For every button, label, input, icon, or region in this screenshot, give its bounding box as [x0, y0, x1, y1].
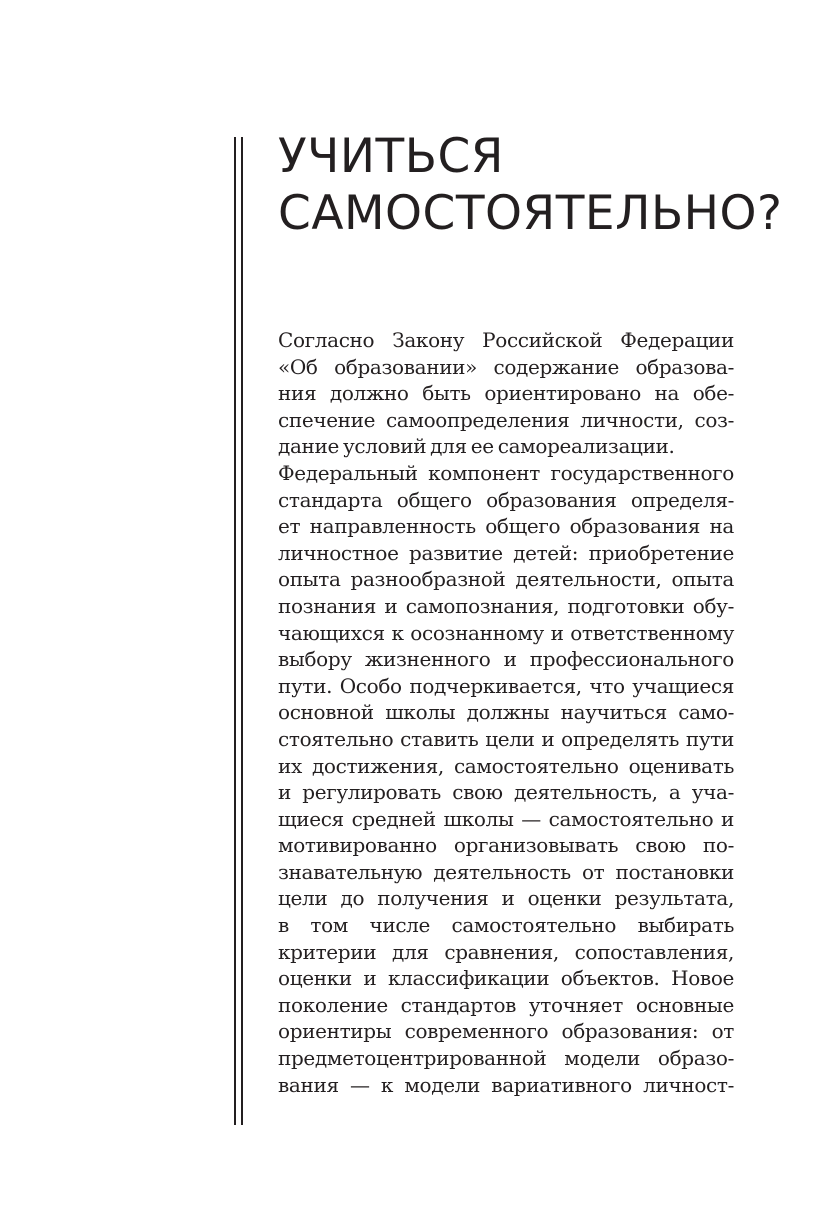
body-line: их достижения, самостоятельно оценивать — [278, 753, 734, 778]
body-line: оценки и классификации объектов. Новое — [278, 966, 734, 991]
body-line: «Об образовании» содержание образова- — [278, 354, 734, 379]
body-line: и регулировать свою деятельность, а уча- — [278, 780, 734, 805]
body-line: познания и самопознания, подготовки обу- — [278, 593, 734, 618]
body-line: цели до получения и оценки результата, — [278, 886, 734, 911]
body-line: дание условий для ее самореализации. — [278, 434, 675, 459]
margin-rule-left — [234, 137, 236, 1125]
body-line: пути. Особо подчеркивается, что учащиеся — [278, 673, 734, 698]
body-line: основной школы должны научиться само- — [278, 700, 734, 725]
body-line: щиеся средней школы — самостоятельно и — [278, 806, 734, 831]
body-line: поколение стандартов уточняет основные — [278, 992, 734, 1017]
body-line: чающихся к осознанному и ответственному — [278, 620, 734, 645]
body-line: ния должно быть ориентировано на обе- — [278, 381, 734, 406]
body-line: в том числе самостоятельно выбирать — [278, 913, 734, 938]
body-paragraph — [278, 327, 734, 1098]
title-line-2: САМОСТОЯТЕЛЬНО? — [278, 186, 783, 241]
body-line: предметоцентрированной модели образо- — [278, 1046, 734, 1071]
body-line: выбору жизненного и профессионального — [278, 647, 734, 672]
page-title — [278, 128, 798, 242]
body-line: критерии для сравнения, сопоставления, — [278, 939, 734, 964]
body-line: Федеральный компонент государственного — [278, 460, 734, 485]
body-line: стандарта общего образования определя- — [278, 487, 734, 512]
body-line: ориентиры современного образования: от — [278, 1019, 734, 1044]
body-line: стоятельно ставить цели и определять пути — [278, 726, 734, 751]
margin-rule-right — [241, 137, 243, 1125]
body-line: спечение самоопределения личности, соз- — [278, 407, 734, 432]
body-line: Согласно Закону Российской Федерации — [278, 328, 734, 352]
title-line-1: УЧИТЬСЯ — [278, 129, 504, 184]
body-line: вания — к модели вариативного личност- — [278, 1072, 734, 1097]
body-line: опыта разнообразной деятельности, опыта — [278, 567, 734, 592]
body-line: личностное развитие детей: приобретение — [278, 540, 734, 565]
body-line: знавательную деятельность от постановки — [278, 859, 734, 884]
body-line: мотивированно организовывать свою по- — [278, 833, 734, 858]
body-line: ет направленность общего образования на — [278, 514, 734, 539]
